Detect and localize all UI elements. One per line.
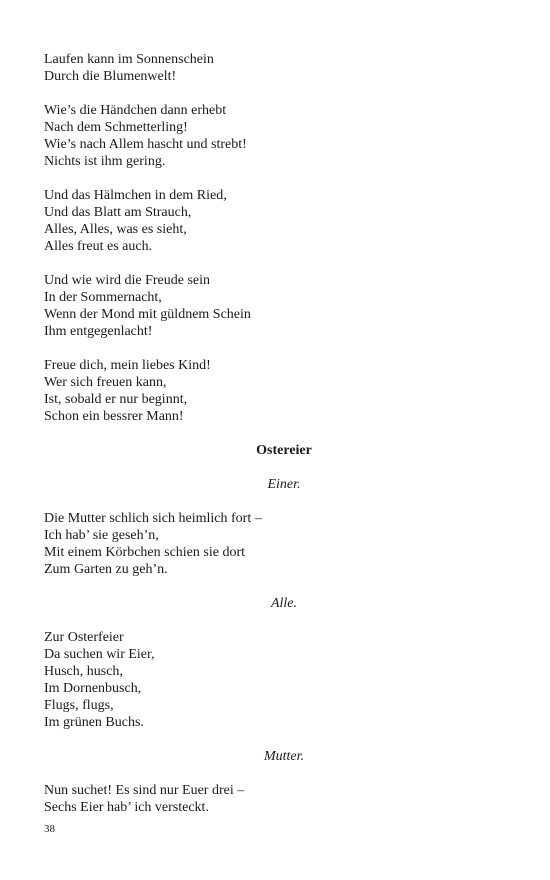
verse-line: Laufen kann im Sonnenschein (44, 52, 214, 67)
verse-line: Zum Garten zu geh’n. (44, 562, 168, 577)
verse-line: Wenn der Mond mit güldnem Schein (44, 307, 251, 322)
verse-line: In der Sommernacht, (44, 290, 162, 305)
verse-line: Wer sich freuen kann, (44, 375, 167, 390)
text-column (44, 51, 484, 833)
verse-line: Schon ein bessrer Mann! (44, 409, 184, 424)
poem-title: Ostereier (256, 443, 312, 458)
verse-line: Im grünen Buchs. (44, 715, 144, 730)
stanza (44, 357, 484, 425)
verse-line: Im Dornenbusch, (44, 681, 142, 696)
verse-line: Ist, sobald er nur beginnt, (44, 392, 188, 407)
stanza (44, 187, 484, 255)
verse-line: Wie’s nach Allem hascht und strebt! (44, 137, 247, 152)
verse-line: Durch die Blumenwelt! (44, 69, 177, 84)
verse-line: Wie’s die Händchen dann erhebt (44, 103, 227, 118)
verse-line: Sechs Eier hab’ ich versteckt. (44, 800, 209, 815)
verse-line: Und das Hälmchen in dem Ried, (44, 188, 227, 203)
stanza (44, 782, 484, 816)
verse-line: Da suchen wir Eier, (44, 647, 155, 662)
stanza (44, 629, 484, 731)
verse-line: Und wie wird die Freude sein (44, 273, 211, 288)
verse-line: Und das Blatt am Strauch, (44, 205, 192, 220)
verse-line: Freue dich, mein liebes Kind! (44, 358, 211, 373)
speaker-label: Alle. (270, 596, 298, 611)
verse-line: Alles freut es auch. (44, 239, 153, 254)
verse-line: Zur Osterfeier (44, 630, 124, 645)
verse-line: Mit einem Körbchen schien sie dort (44, 545, 246, 560)
verse-line: Nichts ist ihm gering. (44, 154, 166, 169)
verse-line: Husch, husch, (44, 664, 123, 679)
verse-line: Die Mutter schlich sich heimlich fort – (44, 511, 262, 526)
verse-line: Nach dem Schmetterling! (44, 120, 188, 135)
stanza (44, 51, 484, 85)
verse-line: Ihm entgegenlacht! (44, 324, 153, 339)
verse-line: Ich hab’ sie geseh’n, (44, 528, 159, 543)
verse-line: Alles, Alles, was es sieht, (44, 222, 187, 237)
stanza (44, 102, 484, 170)
stanza (44, 272, 484, 340)
page-number: 38 (44, 823, 55, 835)
speaker-label: Einer. (267, 477, 301, 492)
verse-line: Nun suchet! Es sind nur Euer drei – (44, 783, 245, 798)
verse-line: Flugs, flugs, (44, 698, 114, 713)
speaker-label: Mutter. (263, 749, 305, 764)
stanza (44, 510, 484, 578)
